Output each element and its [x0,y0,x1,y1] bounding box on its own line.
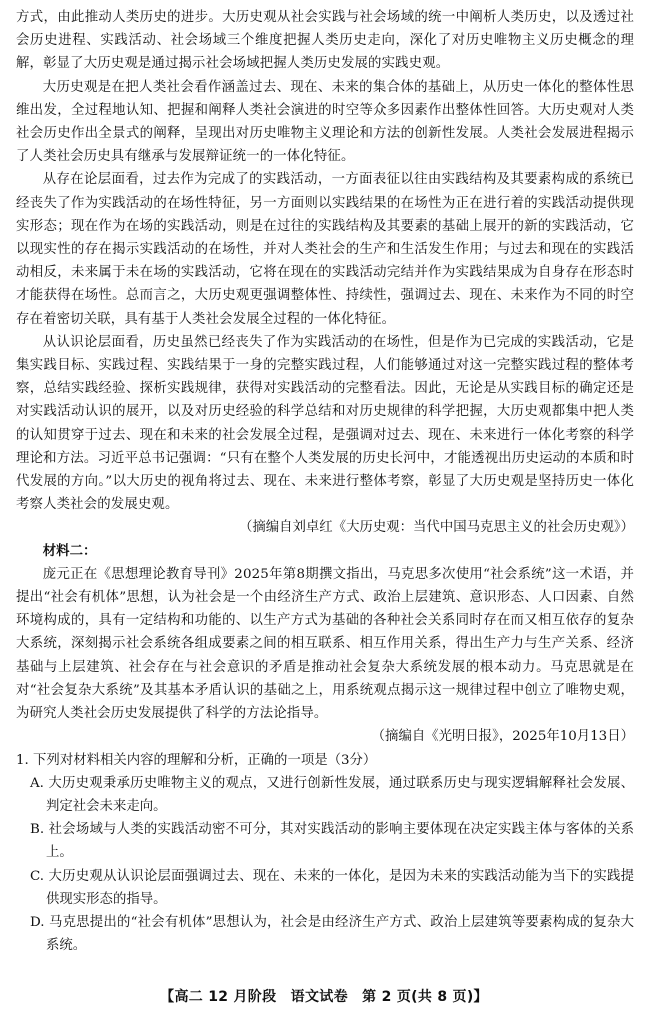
option-b: B. 社会场域与人类的实践活动密不可分，其对实践活动的影响主要体现在决定实践主体与客体的关系上。 [30,822,634,861]
question-stem: 1. 下列对材料相关内容的理解和分析，正确的一项是（3分） [16,752,377,768]
material1-source: （摘编自刘卓红《大历史观：当代中国马克思主义的社会历史观》） [238,520,634,536]
option-c: C. 大历史观从认识论层面强调过去、现在、未来的一体化，是因为未来的实践活动能为当下的实践提供现实形态的指导。 [30,868,634,907]
material1-paragraph-2: 大历史观是在把人类社会看作涵盖过去、现在、未来的集合体的基础上，从历史一体化的整体性思维出发，全过程地认知、把握和阐释人类社会演进的时空等众多因素作出整体性回答。大历史观对人类社会历史作出全景式的阐释，呈现出对历史唯物主义理论和方法的创新性发展。人类社会发展进程揭示了人类社会历史具有继承与发展辩证统一的一体化特征。 [16,79,634,165]
option-a: A. 大历史观秉承历史唯物主义的观点，又进行创新性发展，通过联系历史与现实逻辑解释社会发展、判定社会未来走向。 [30,775,634,814]
material2-source: （摘编自《光明日报》，2025年10月13日） [371,729,634,745]
material2-heading: 材料二： [42,542,97,559]
page-content [16,6,634,957]
material1-paragraph-4: 从认识论层面看，历史虽然已经丧失了作为实践活动的在场性，但是作为已完成的实践活动，它是集实践目标、实践过程、实践结果于一身的完整实践过程，人们能够通过对这一完整实践过程的整体考察，总结实践经验、探析实践规律，获得对实践活动的完整看法。因此，无论是从实践目标的确定还是对实践活动认识的展开，以及对历史经验的科学总结和对历史规律的科学把握，大历史观都集中把人类的认知贯穿于过去、现在和未来的社会发展全过程，是强调对过去、现在、未来进行一体化考察的科学理论和方法。习近平总书记强调：“只有在整个人类发展的历史长河中，才能透视出历史运动的本质和时代发展的方向。”以大历史的视角将过去、现在、未来进行整体考察，彰显了大历史观是坚持历史一体化考察人类社会的发展史观。 [16,334,634,513]
option-d: D. 马克思提出的“社会有机体”思想认为，社会是由经济生产方式、政治上层建筑等要素构成的复杂大系统。 [30,914,634,954]
material1-paragraph-1: 方式，由此推动人类历史的进步。大历史观从社会实践与社会场域的统一中阐析人类历史，以及透过社会历史进程、实践活动、社会场域三个维度把握人类历史走向，深化了对历史唯物主义历史概念的理解，彰显了大历史观是通过揭示社会场域把握人类历史发展的实践史观。 [16,10,634,72]
material1-paragraph-3: 从存在论层面看，过去作为完成了的实践活动，一方面表征以往由实践结构及其要素构成的系统已经丧失了作为实践活动的在场性特征，另一方面则以实践结果的在场性为正在进行着的实践活动提供现实形态；现在作为在场的实践活动，则是在过往的实践结构及其要素的基础上展开的新的实践活动，它以现实性的存在揭示实践活动的在场性，并对人类社会的生产和生活发生作用；与过去和现在的实践活动相反，未来属于未在场的实践活动，它将在现在的实践活动完结并作为实践结果成为自身存在形态时才能获得在场性。总而言之，大历史观更强调整体性、持续性，强调过去、现在、未来作为不同的时空存在着密切关联，具有基于人类社会发展全过程的一体化特征。 [16,172,634,327]
page-footer: 【高二 12 月阶段 语文试卷 第 2 页(共 8 页)】 [160,989,488,1005]
material2-paragraph-1: 庞元正在《思想理论教育导刊》2025年第8期撰文指出，马克思多次使用“社会系统”这一术语，并提出“社会有机体”思想，认为社会是一个由经济生产方式、政治上层建筑、意识形态、人口因素、自然环境构成的，具有一定结构和功能的、以生产方式为基础的各种社会关系同时存在而又相互依存的复杂大系统，深刻揭示社会系统各组成要素之间的相互联系、相互作用关系，得出生产力与生产关系、经济基础与上层建筑、社会存在与社会意识的矛盾是推动社会复杂大系统发展的根本动力。马克思就是在对“社会复杂大系统”及其基本矛盾认识的基础之上，用系统观点揭示这一规律过程中创立了唯物史观，为研究人类社会历史发展提供了科学的方法论指导。 [16,566,634,722]
